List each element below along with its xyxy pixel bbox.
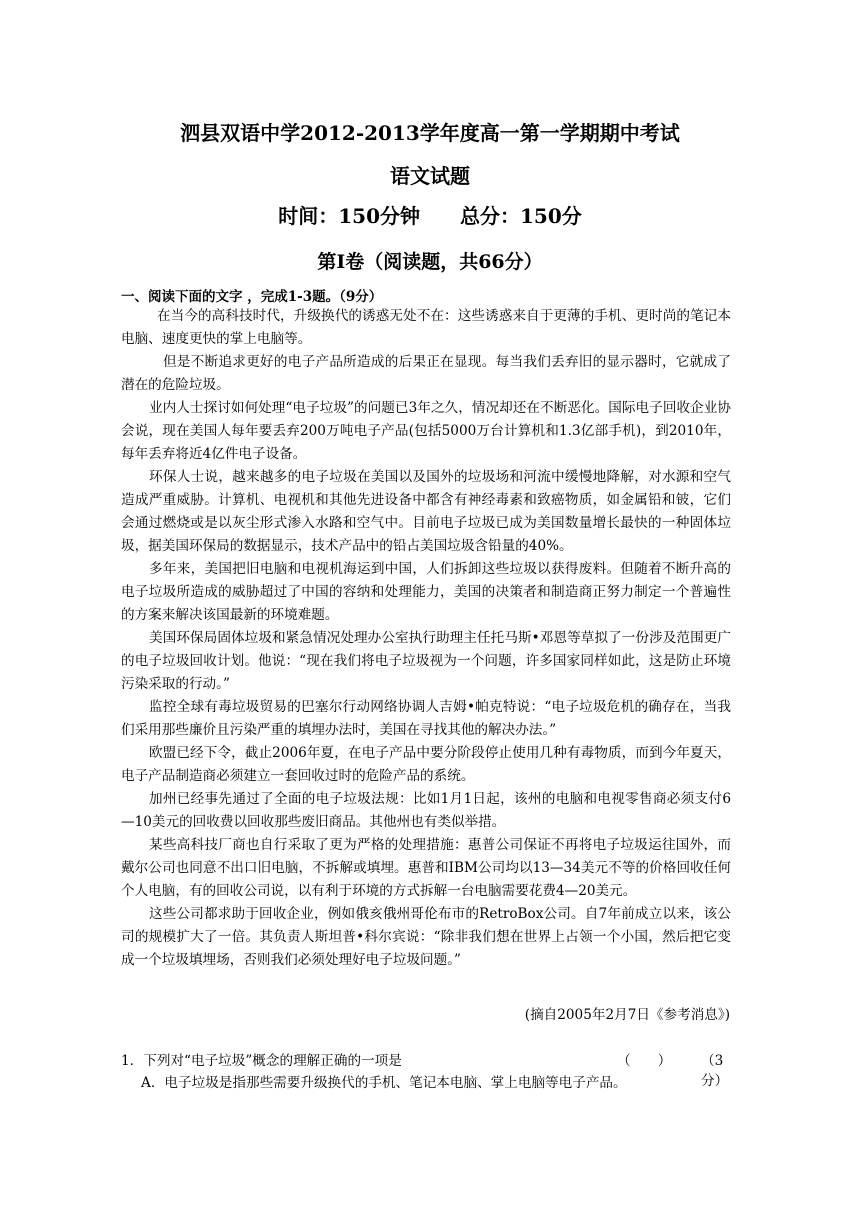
- paragraph: 多年来，美国把旧电脑和电视机海运到中国，人们拆卸这些垃圾以获得废料。但随着不断升高的电子垃圾所造成的威胁超过了中国的容纳和处理能力，美国的决策者和制造商正努力制定一个普遍性的方案来解决该国最新的环境难题。: [121, 561, 731, 623]
- part-heading: 第Ⅰ卷（阅读题，共66分）: [317, 251, 543, 273]
- paragraph: 美国环保局固体垃圾和紧急情况处理办公室执行助理主任托马斯•邓恩等草拟了一份涉及范围更广的电子垃圾回收计划。他说：“现在我们将电子垃圾视为一个问题，许多国家同样如此，这是防止环境污染采取的行动。”: [121, 630, 731, 692]
- paragraph: 某些高科技厂商也自行采取了更为严格的处理措施：惠普公司保证不再将电子垃圾运往国外，而戴尔公司也同意不出口旧电脑，不拆解或填埋。惠普和IBM公司均以13—34美元不等的价格回收任何个人电脑，有的回收公司说，以有利于环境的方式拆解一台电脑需要花费4—20美元。: [121, 837, 731, 899]
- reading-passage: [121, 305, 731, 972]
- question-1: [121, 1049, 731, 1095]
- paragraph: 监控全球有毒垃圾贸易的巴塞尔行动网络协调人吉姆•帕克特说：“电子垃圾危机的确存在，当我们采用那些廉价且污染严重的填埋办法时，美国在寻找其他的解决办法。”: [121, 699, 731, 738]
- question-score: （3分）: [701, 1053, 729, 1089]
- paragraph: 业内人士探讨如何处理“电子垃圾”的问题已3年之久，情况却还在不断恶化。国际电子回收企业协会说，现在美国人每年要丢弃200万吨电子产品(包括5000万台计算机和1.3亿部手机)，到2010年，每年丢弃将近4亿件电子设备。: [121, 400, 731, 462]
- exam-time: 时间：150分钟: [278, 204, 420, 228]
- exam-title: 泗县双语中学2012-2013学年度高一第一学期期中考试: [180, 121, 680, 145]
- exam-subtitle: 语文试题: [390, 164, 470, 188]
- option-a: A．电子垃圾是指那些需要升级换代的手机、笔记本电脑、掌上电脑等电子产品。: [141, 1075, 627, 1091]
- paragraph: 但是不断追求更好的电子产品所造成的后果正在显现。每当我们丢弃旧的显示器时，它就成了潜在的危险垃圾。: [121, 354, 731, 393]
- paragraph: 在当今的高科技时代，升级换代的诱惑无处不在：这些诱惑来自于更薄的手机、更时尚的笔记本电脑、速度更快的掌上电脑等。: [121, 308, 731, 347]
- passage-source: (摘自2005年2月7日《参考消息》): [524, 1007, 730, 1023]
- question-stem: 1．下列对“电子垃圾”概念的理解正确的一项是: [121, 1053, 402, 1069]
- paragraph: 加州已经事先通过了全面的电子垃圾法规：比如1月1日起，该州的电脑和电视零售商必须支付6—10美元的回收费以回收那些废旧商品。其他州也有类似举措。: [121, 791, 731, 830]
- paragraph: 欧盟已经下令，截止2006年夏，在电子产品中要分阶段停止使用几种有毒物质，而到今年夏天，电子产品制造商必须建立一套回收过时的危险产品的系统。: [121, 745, 731, 784]
- exam-meta: [0, 200, 860, 229]
- answer-blank: （ ）: [617, 1053, 672, 1069]
- exam-total: 总分：150分: [460, 204, 582, 228]
- section-heading: 一、阅读下面的文字 ，完成1-3题。（9分）: [121, 289, 383, 305]
- paragraph: 这些公司都求助于回收企业，例如俄亥俄州哥伦布市的RetroBox公司。自7年前成立以来，该公司的规模扩大了一倍。其负责人斯坦普•科尔宾说：“除非我们想在世界上占领一个小国，然后把它变成一个垃圾填埋场，否则我们必须处理好电子垃圾问题。”: [121, 906, 731, 968]
- paragraph: 环保人士说，越来越多的电子垃圾在美国以及国外的垃圾场和河流中缓慢地降解，对水源和空气造成严重威胁。计算机、电视机和其他先进设备中都含有神经毒素和致癌物质，如金属铅和铍，它们会通过燃烧或是以灰尘形式渗入水路和空气中。目前电子垃圾已成为美国数量增长最快的一种固体垃圾，据美国环保局的数据显示，技术产品中的铅占美国垃圾含铅量的40%。: [121, 469, 731, 554]
